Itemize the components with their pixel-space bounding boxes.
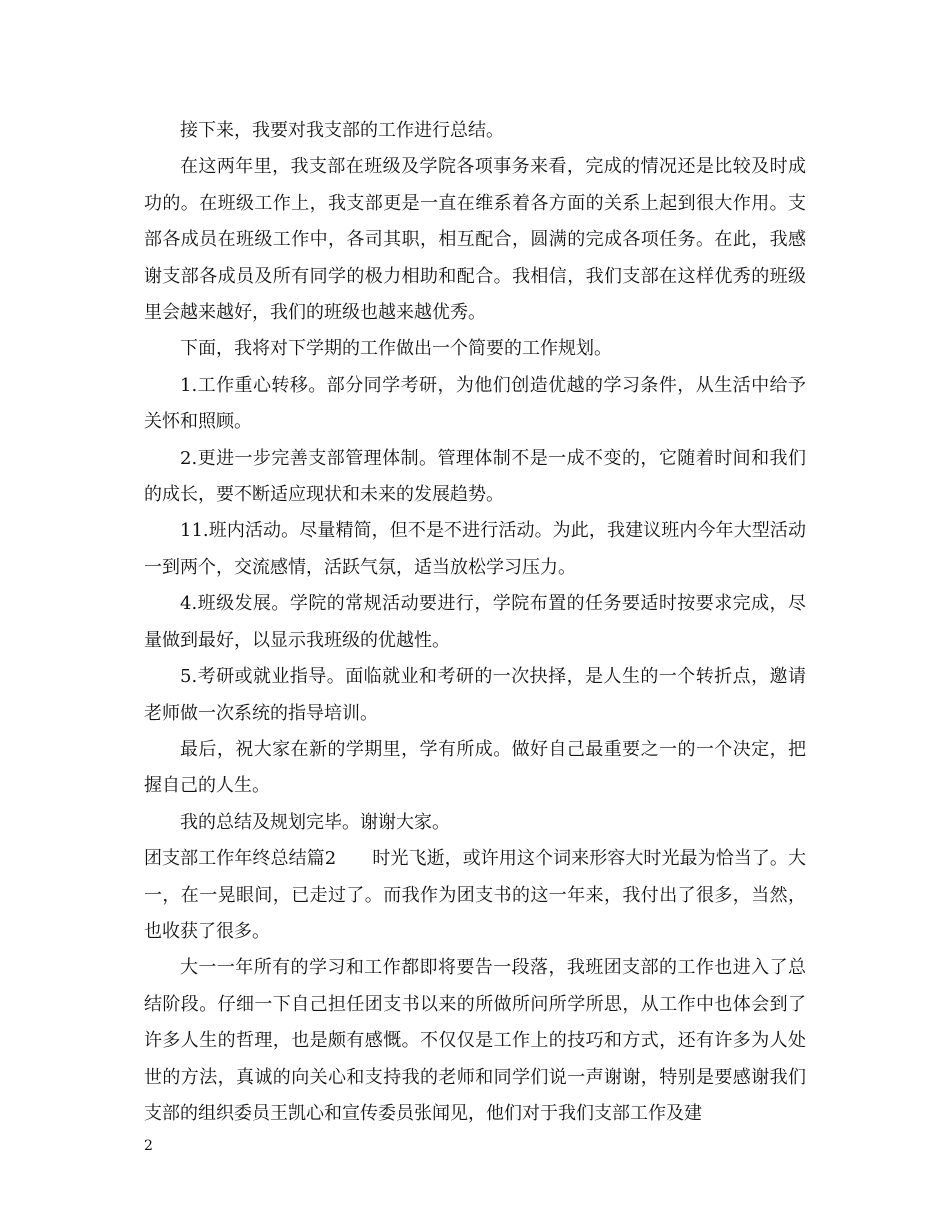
list-item-paragraph: 1.工作重心转移。部分同学考研，为他们创造优越的学习条件，从生活中给予关怀和照顾。 xyxy=(144,374,806,433)
paragraph: 在这两年里，我支部在班级及学院各项事务来看，完成的情况还是比较及时成功的。在班级工作上，我支部更是一直在维系着各方面的关系上起到很大作用。支部各成员在班级工作中，各司其职，相互配合，圆满的完成各项任务。在此，我感谢支部各成员及所有同学的极力相助和配合。我相信，我们支部在这样优秀的班级里会越来越好，我们的班级也越来越优秀。 xyxy=(144,156,806,324)
paragraph: 下面，我将对下学期的工作做出一个简要的工作规划。 xyxy=(180,338,612,360)
list-item-paragraph: 2.更进一步完善支部管理体制。管理体制不是一成不变的，它随着时间和我们的成长，要不断适应现状和未来的发展趋势。 xyxy=(144,447,806,506)
page-number: 2 xyxy=(144,1138,153,1154)
paragraph: 我的总结及规划完毕。谢谢大家。 xyxy=(180,811,450,833)
paragraph: 接下来，我要对我支部的工作进行总结。 xyxy=(180,120,504,141)
document-body xyxy=(144,113,806,1132)
section-heading-paragraph: 团支部工作年终总结篇2 时光飞逝，或许用这个词来形容大时光最为恰当了。大一，在一晃眼间，已走过了。而我作为团支书的这一年来，我付出了很多，当然，也收获了很多。 xyxy=(144,848,806,942)
paragraph: 最后，祝大家在新的学期里，学有所成。做好自己最重要之一的一个决定，把握自己的人生。 xyxy=(144,738,806,797)
list-item-paragraph: 11.班内活动。尽量精简，但不是不进行活动。为此，我建议班内今年大型活动一到两个，交流感情，活跃气氛，适当放松学习压力。 xyxy=(144,520,806,578)
list-item-paragraph: 5.考研或就业指导。面临就业和考研的一次抉择，是人生的一个转折点，邀请老师做一次系统的指导培训。 xyxy=(144,666,806,724)
list-item-paragraph: 4.班级发展。学院的常规活动要进行，学院布置的任务要适时按要求完成，尽量做到最好，以显示我班级的优越性。 xyxy=(144,593,806,651)
paragraph: 大一一年所有的学习和工作都即将要告一段落，我班团支部的工作也进入了总结阶段。仔细一下自己担任团支书以来的所做所问所学所思，从工作中也体会到了许多人生的哲理，也是颇有感慨。不仅仅是工作上的技巧和方式，还有许多为人处世的方法，真诚的向关心和支持我的老师和同学们说一声谢谢，特别是要感谢我们支部的组织委员王凯心和宣传委员张闻见，他们对于我们支部工作及建 xyxy=(144,957,806,1124)
